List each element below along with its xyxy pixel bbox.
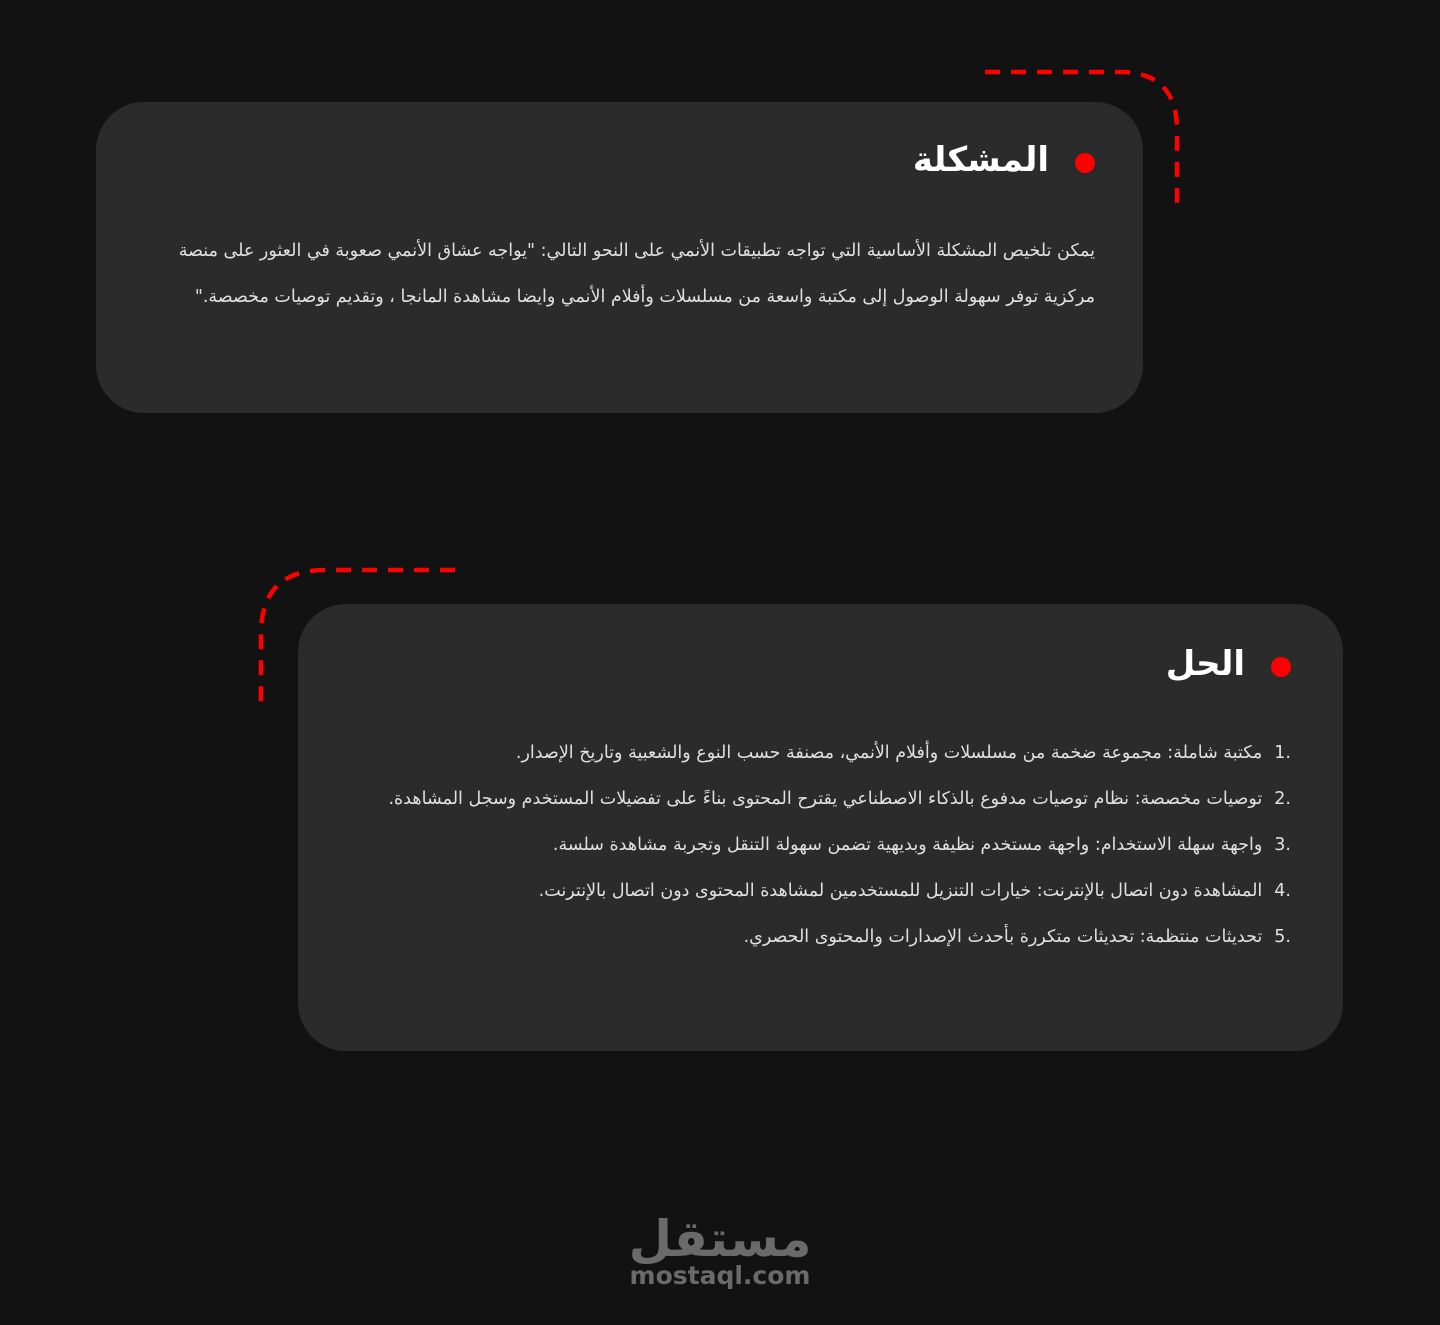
- problem-header: [136, 140, 1095, 180]
- solution-item: [338, 822, 1291, 868]
- item-number: 4.: [1274, 881, 1291, 901]
- watermark-domain: mostaql.com: [629, 1261, 811, 1290]
- solution-header: [338, 644, 1291, 684]
- solution-title: الحل: [1165, 644, 1245, 684]
- item-text: المشاهدة دون اتصال بالإنترنت: خيارات التنزيل للمستخدمين لمشاهدة المحتوى دون اتصال بالإنترنت.: [538, 881, 1263, 901]
- bullet-dot-icon: [1075, 153, 1095, 173]
- item-text: تحديثات منتظمة: تحديثات متكررة بأحدث الإصدارات والمحتوى الحصري.: [743, 927, 1263, 947]
- solution-card: [298, 604, 1343, 1051]
- item-number: 5.: [1274, 927, 1291, 947]
- watermark-arabic-logo: مستقل: [628, 1210, 812, 1268]
- solution-item: [338, 730, 1291, 776]
- item-number: 3.: [1274, 835, 1291, 855]
- item-text: مكتبة شاملة: مجموعة ضخمة من مسلسلات وأفلام الأنمي، مصنفة حسب النوع والشعبية وتاريخ الإصدار.: [515, 743, 1263, 763]
- solution-item: [338, 776, 1291, 822]
- item-number: 2.: [1274, 789, 1291, 809]
- item-text: واجهة سهلة الاستخدام: واجهة مستخدم نظيفة وبديهية تضمن سهولة التنقل وتجربة مشاهدة سلسة.: [552, 835, 1263, 855]
- solution-item: [338, 914, 1291, 960]
- item-number: 1.: [1274, 743, 1291, 763]
- problem-paragraph: يمكن تلخيص المشكلة الأساسية التي تواجه تطبيقات الأنمي على النحو التالي: "يواجه عشاق الأنمي صعوبة في العثور على منصة مركزية توفر سهولة الوصول إلى مكتبة واسعة من مسلسلات وأفلام الأنمي وايضا مشاهدة المانجا ، وتقديم توصيات مخصصة.": [178, 241, 1095, 307]
- solution-list: [338, 730, 1291, 960]
- solution-item: [338, 868, 1291, 914]
- item-text: توصيات مخصصة: نظام توصيات مدفوع بالذكاء الاصطناعي يقترح المحتوى بناءً على تفضيلات المستخدم وسجل المشاهدة.: [388, 789, 1263, 809]
- bullet-dot-icon: [1271, 657, 1291, 677]
- mostaql-watermark: [620, 1208, 820, 1288]
- problem-title: المشكلة: [912, 140, 1049, 180]
- problem-card: [96, 102, 1143, 413]
